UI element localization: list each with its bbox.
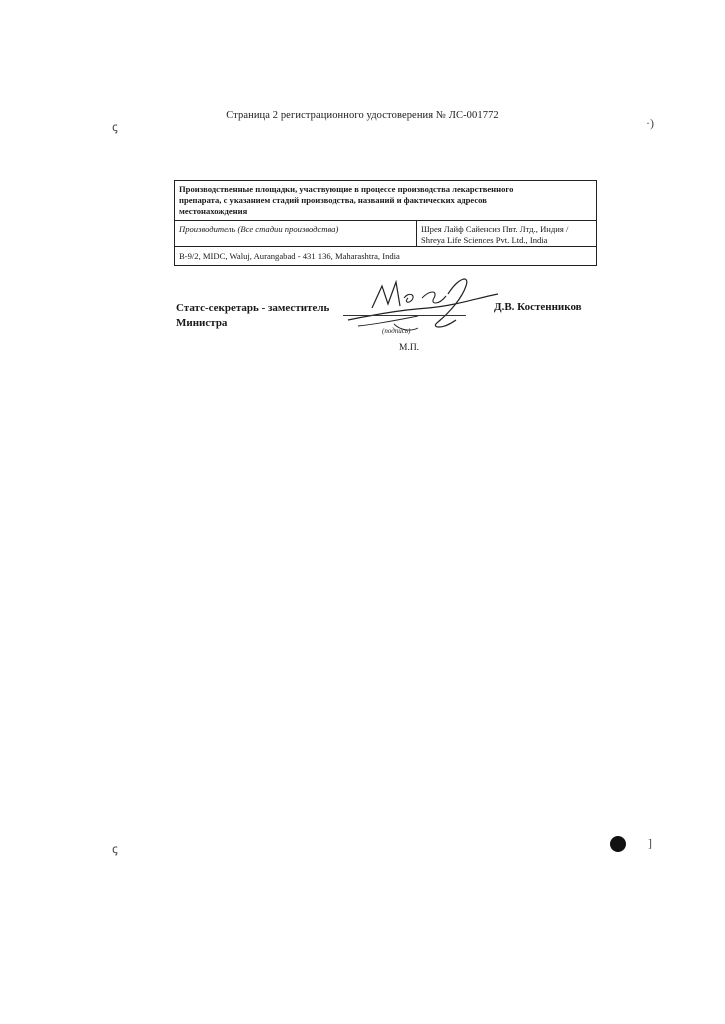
table-heading-line-3: местонахождения [179,206,248,216]
manufacturer-name-en: Shreya Life Sciences Pvt. Ltd., India [421,235,548,245]
handwritten-signature [338,268,503,338]
signature-caption: (подпись) [382,327,411,335]
stamp-label: М.П. [399,343,420,353]
signature-line [343,315,466,316]
manufacturer-name [421,224,596,246]
margin-mark-top-right: ·) [646,116,654,130]
page-title: Страница 2 регистрационного удостоверения № ЛС-001772 [226,110,499,121]
table-heading [175,181,596,221]
punch-hole-dot [610,836,626,852]
table-heading-line-1: Производственные площадки, участвующие в процессе производства лекарственного [179,184,514,194]
signer-title [176,301,329,331]
signer-name: Д.В. Костенников [494,301,582,313]
margin-mark-top-left: ꞔ [112,120,118,134]
production-sites-table [174,180,597,266]
table-heading-line-2: препарата, с указанием стадий производства, названий и фактических адресов [179,195,487,205]
margin-mark-bottom-left: ꞔ [112,842,118,856]
margin-mark-bottom-right: ] [648,836,652,850]
signer-title-line-2: Министра [176,317,228,329]
manufacturer-address: B-9/2, MIDC, Waluj, Aurangabad - 431 136, Maharashtra, India [179,251,400,261]
signer-title-line-1: Статс-секретарь - заместитель [176,302,330,314]
manufacturer-name-ru: Шрея Лайф Сайенсиз Пвт. Лтд., Индия / [421,224,569,234]
manufacturer-role: Производитель (Все стадии производства) [175,221,417,246]
table-row-manufacturer [175,221,596,247]
